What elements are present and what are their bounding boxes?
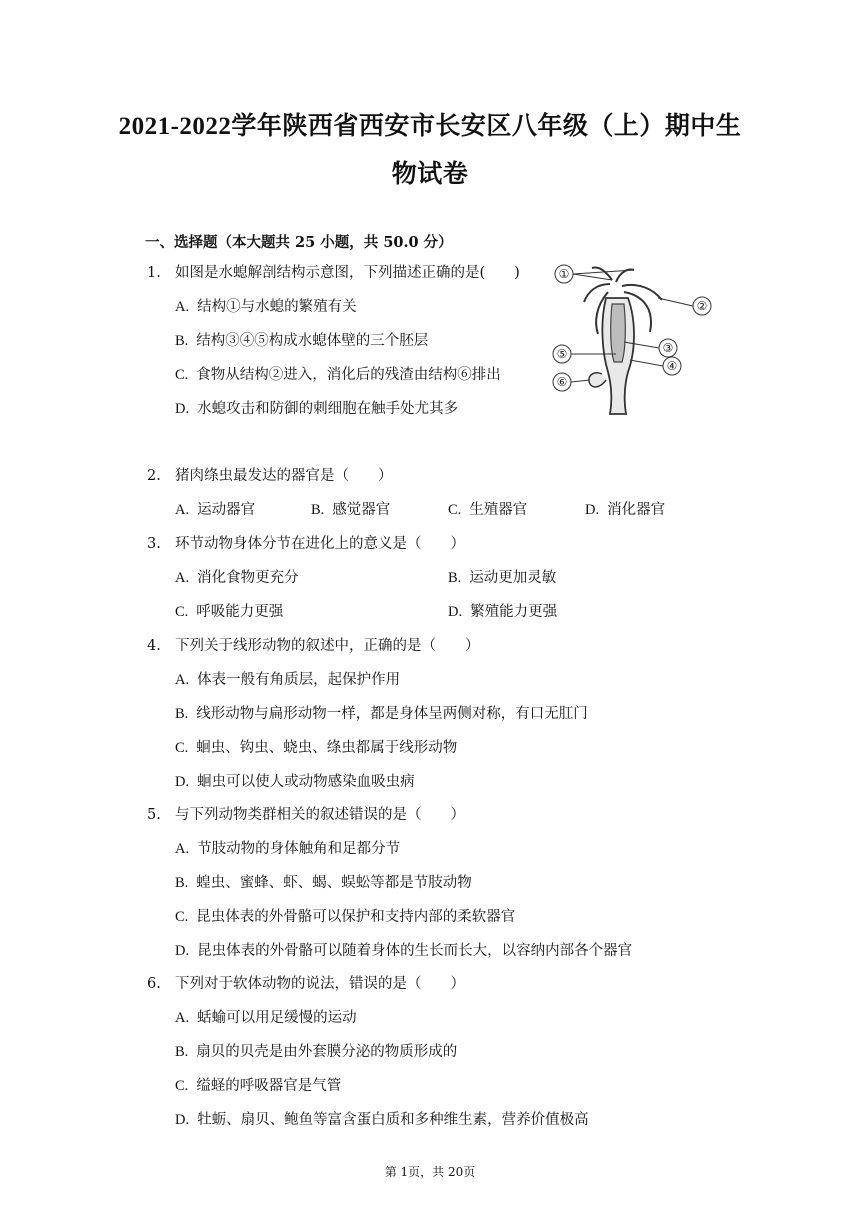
option-letter: A. <box>175 570 190 586</box>
paper-title-line-1: 2021-2022学年陕西省西安市长安区八年级（上）期中生 <box>118 113 742 140</box>
option-letter: A. <box>175 672 190 688</box>
question-5-option-c <box>175 907 515 927</box>
option-letter: B. <box>311 502 325 518</box>
question-4-option-d <box>175 772 415 792</box>
label-3: ③ <box>662 341 674 355</box>
label-1: ① <box>558 267 570 281</box>
page-footer: 第 1页，共 20页 <box>384 1165 476 1179</box>
option-text: 结构①与水螅的繁殖有关 <box>197 299 357 315</box>
option-letter: A. <box>175 299 190 315</box>
option-letter: B. <box>175 333 189 349</box>
option-letter: D. <box>585 502 600 518</box>
option-letter: B. <box>175 875 189 891</box>
option-text: 昆虫体表的外骨骼可以随着身体的生长而长大，以容纳内部各个器官 <box>197 943 633 959</box>
option-letter: B. <box>175 706 189 722</box>
question-6-stem: 下列对于软体动物的说法，错误的是（ ） <box>175 976 465 992</box>
label-2: ② <box>696 299 708 313</box>
question-4-option-c <box>175 738 457 758</box>
option-letter: C. <box>175 367 189 383</box>
option-text: 节肢动物的身体触角和足都分节 <box>197 841 401 857</box>
question-6-option-a <box>175 1008 357 1028</box>
question-2-option-a <box>175 500 255 520</box>
option-text: 食物从结构②进入，消化后的残渣由结构⑥排出 <box>196 367 501 383</box>
option-text: 牡蛎、扇贝、鲍鱼等富含蛋白质和多种维生素，营养价值极高 <box>197 1112 589 1128</box>
question-5-option-d <box>175 941 632 961</box>
option-text: 昆虫体表的外骨骼可以保护和支持内部的柔软器官 <box>196 909 516 925</box>
question-1-stem: 如图是水螅解剖结构示意图，下列描述正确的是( ) <box>175 265 520 281</box>
option-text: 蝗虫、蜜蜂、虾、蝎、蜈蚣等都是节肢动物 <box>196 875 472 891</box>
question-1-option-c <box>175 365 501 385</box>
question-2-option-c <box>448 500 527 520</box>
option-letter: A. <box>175 502 190 518</box>
option-text: 繁殖能力更强 <box>470 604 558 620</box>
option-text: 生殖器官 <box>469 502 528 518</box>
option-letter: D. <box>175 401 190 417</box>
question-6-option-b <box>175 1042 457 1062</box>
option-text: 运动更加灵敏 <box>469 570 557 586</box>
option-text: 水螅攻击和防御的刺细胞在触手处尤其多 <box>197 401 459 417</box>
option-text: 蛔虫、钩虫、蛲虫、绦虫都属于线形动物 <box>196 740 458 756</box>
option-text: 扇贝的贝壳是由外套膜分泌的物质形成的 <box>196 1044 458 1060</box>
option-text: 消化器官 <box>607 502 666 518</box>
option-text: 消化食物更充分 <box>197 570 299 586</box>
label-6: ⑥ <box>556 375 568 389</box>
question-4-number: 4. <box>147 638 161 654</box>
hydra-diagram <box>550 262 716 427</box>
question-6-option-c <box>175 1076 341 1096</box>
question-2-number: 2. <box>147 468 161 484</box>
question-1-option-b <box>175 331 428 351</box>
option-letter: C. <box>175 604 189 620</box>
option-letter: C. <box>175 1078 189 1094</box>
option-letter: A. <box>175 1010 190 1026</box>
option-letter: D. <box>175 774 190 790</box>
option-letter: C. <box>448 502 462 518</box>
option-letter: C. <box>175 909 189 925</box>
option-text: 感觉器官 <box>332 502 391 518</box>
option-text: 结构③④⑤构成水螅体壁的三个胚层 <box>196 333 429 349</box>
question-5-stem: 与下列动物类群相关的叙述错误的是（ ） <box>175 807 465 823</box>
question-2-stem: 猪肉绦虫最发达的器官是（ ） <box>175 468 393 484</box>
question-4-option-b <box>175 704 588 724</box>
question-3-stem: 环节动物身体分节在进化上的意义是（ ） <box>175 536 465 552</box>
question-5-number: 5. <box>147 807 161 823</box>
option-text: 线形动物与扁形动物一样，都是身体呈两侧对称，有口无肛门 <box>196 706 588 722</box>
option-text: 蛔虫可以使人或动物感染血吸虫病 <box>197 774 415 790</box>
option-text: 呼吸能力更强 <box>196 604 284 620</box>
option-text: 蛞蝓可以用足缓慢的运动 <box>197 1010 357 1026</box>
question-3-option-c <box>175 602 283 622</box>
paper-title-line-2: 物试卷 <box>391 161 469 188</box>
option-text: 体表一般有角质层，起保护作用 <box>197 672 401 688</box>
question-2-option-d <box>585 500 665 520</box>
question-1-number: 1. <box>147 265 161 281</box>
option-letter: D. <box>175 943 190 959</box>
option-letter: B. <box>448 570 462 586</box>
question-5-option-a <box>175 839 400 859</box>
label-5: ⑤ <box>556 347 568 361</box>
option-letter: C. <box>175 740 189 756</box>
hydra-anatomy-figure <box>550 262 716 427</box>
label-4: ④ <box>666 359 678 373</box>
question-4-stem: 下列关于线形动物的叙述中，正确的是（ ） <box>175 638 480 654</box>
section-heading: 一、选择题（本大题共 25 小题，共 50.0 分） <box>145 234 453 251</box>
question-5-option-b <box>175 873 472 893</box>
question-3-option-b <box>448 568 556 588</box>
question-3-number: 3. <box>147 536 161 552</box>
question-3-option-d <box>448 602 557 622</box>
question-4-option-a <box>175 670 400 690</box>
option-letter: B. <box>175 1044 189 1060</box>
option-text: 运动器官 <box>197 502 256 518</box>
option-letter: D. <box>175 1112 190 1128</box>
option-text: 缢蛏的呼吸器官是气管 <box>196 1078 342 1094</box>
question-1-option-d <box>175 399 458 419</box>
question-2-option-b <box>311 500 390 520</box>
option-letter: A. <box>175 841 190 857</box>
question-6-option-d <box>175 1110 589 1130</box>
question-1-option-a <box>175 297 357 317</box>
question-6-number: 6. <box>147 976 161 992</box>
question-3-option-a <box>175 568 299 588</box>
option-letter: D. <box>448 604 463 620</box>
